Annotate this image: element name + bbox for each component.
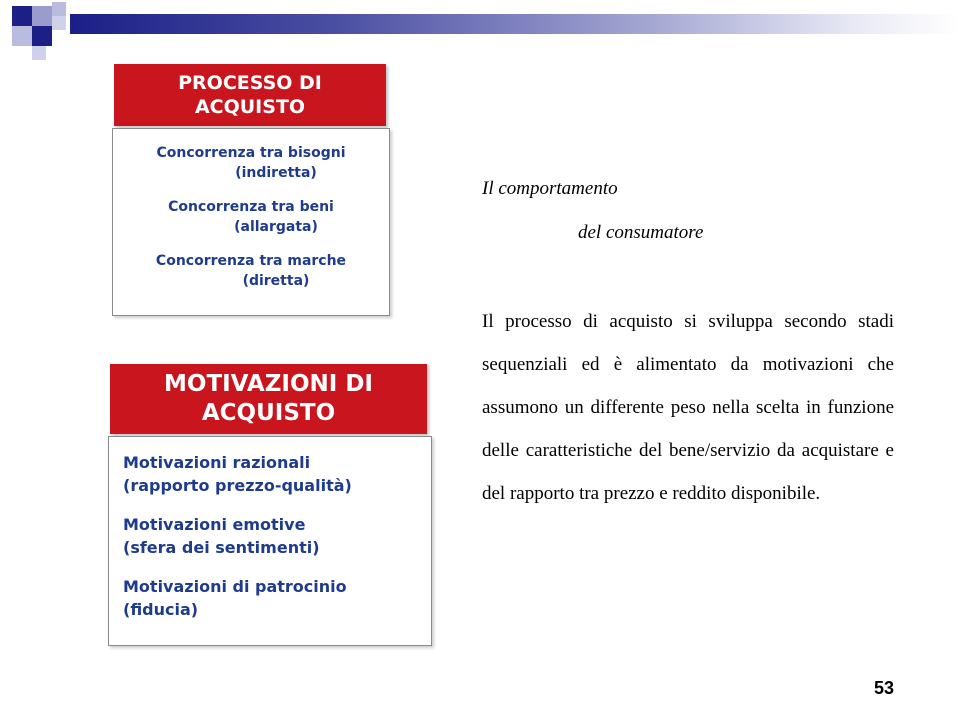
item-sublabel: (diretta) — [242, 273, 310, 289]
list-item — [113, 143, 389, 183]
motivations-header — [110, 364, 427, 434]
corner-square — [12, 26, 32, 46]
motivations-box — [108, 364, 433, 646]
list-item — [123, 451, 423, 497]
corner-square — [32, 46, 46, 60]
motivations-title-line1: MOTIVAZIONI DI — [164, 371, 373, 397]
item-label: Concorrenza tra bisogni — [156, 145, 346, 161]
purchase-process-list — [112, 128, 390, 316]
list-item — [123, 575, 423, 621]
slide-title-line2: del consumatore — [578, 222, 704, 243]
item-label: Concorrenza tra marche — [155, 253, 347, 269]
list-item — [113, 251, 389, 291]
item-sublabel: (indiretta) — [235, 165, 317, 181]
item-sublabel: (fiducia) — [123, 600, 199, 619]
motivations-title-line2: ACQUISTO — [201, 400, 336, 426]
item-sublabel: (rapporto prezzo-qualità) — [123, 476, 352, 495]
header-gradient-bar — [70, 14, 960, 34]
corner-square — [52, 16, 66, 30]
body-paragraph: Il processo di acquisto si sviluppa secondo stadi sequenziali ed è alimentato da motivazioni che assumono un differente peso nella scelta in funzione delle caratteristiche del bene/servizio da acquistare e del rapporto tra prezzo e reddito disponibile. — [482, 311, 894, 504]
purchase-process-title-line2: ACQUISTO — [194, 96, 306, 118]
purchase-process-header — [114, 64, 386, 126]
list-item — [113, 197, 389, 237]
item-label: Motivazioni emotive — [123, 515, 306, 534]
item-label: Motivazioni razionali — [123, 453, 311, 472]
item-label: Concorrenza tra beni — [168, 199, 334, 215]
corner-square — [12, 6, 32, 26]
corner-square — [32, 6, 52, 26]
page-number: 53 — [874, 678, 895, 698]
item-sublabel: (sfera dei sentimenti) — [123, 538, 320, 557]
purchase-process-title-line1: PROCESSO DI — [178, 72, 322, 94]
item-label: Motivazioni di patrocinio — [123, 577, 347, 596]
motivations-list — [108, 436, 432, 646]
list-item — [123, 513, 423, 559]
purchase-process-box — [112, 64, 390, 316]
corner-square — [32, 26, 52, 46]
slide-title-line1: Il comportamento — [482, 178, 618, 199]
item-sublabel: (allargata) — [234, 219, 318, 235]
corner-square — [52, 2, 66, 16]
